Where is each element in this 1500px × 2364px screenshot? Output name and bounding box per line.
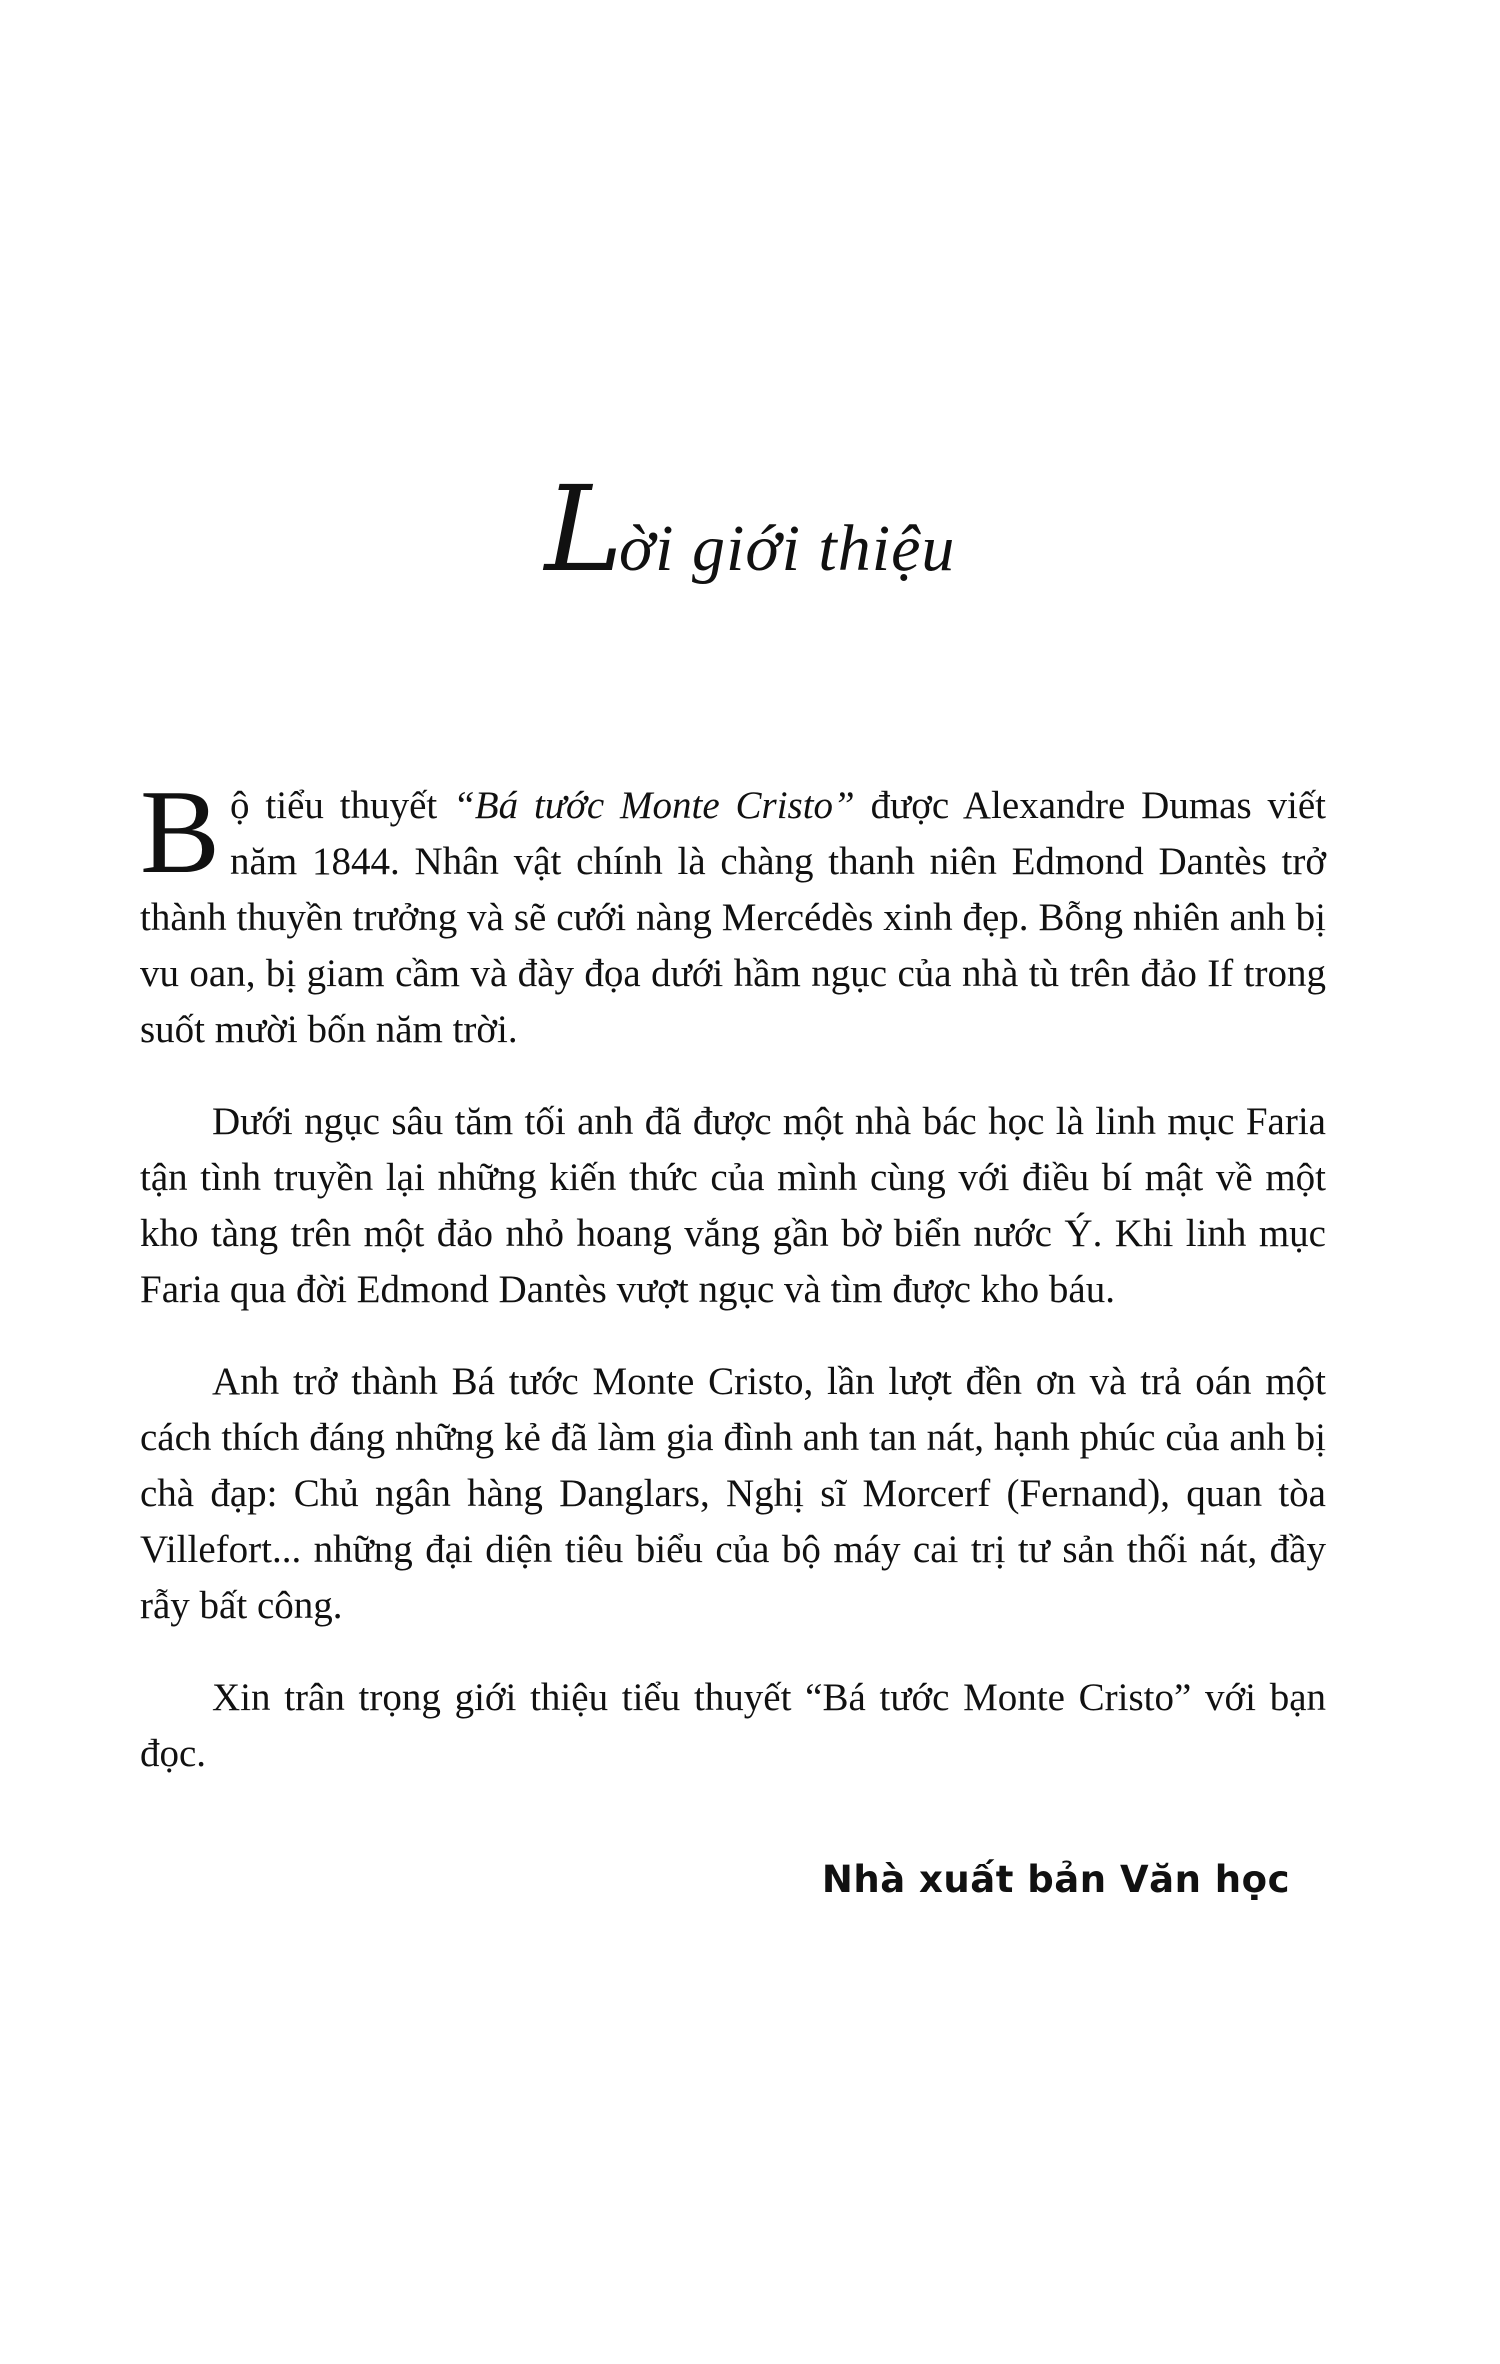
- paragraph-2: Dưới ngục sâu tăm tối anh đã được một nhà bác học là linh mục Faria tận tình truyền lại những kiến thức của mình cùng với điều bí mật về một kho tàng trên một đảo nhỏ hoang vắng gần bờ biển nước Ý. Khi linh mục Faria qua đời Edmond Dantès vượt ngục và tìm được kho báu.: [140, 1100, 1326, 1311]
- drop-cap: B: [140, 765, 221, 898]
- paragraph-1-text-start: ộ tiểu thuyết: [230, 784, 454, 827]
- introduction-body: [140, 765, 1326, 1782]
- paragraph-1: [140, 765, 1326, 1058]
- book-title-italic: “Bá tước Monte Cristo”: [453, 784, 855, 827]
- paragraph-4: Xin trân trọng giới thiệu tiểu thuyết “Bá tước Monte Cristo” với bạn đọc.: [140, 1676, 1326, 1775]
- page-title: [0, 460, 1500, 598]
- title-initial-letter: L: [544, 460, 619, 598]
- publisher-signature: Nhà xuất bản Văn học: [821, 1858, 1290, 1901]
- title-text: ời giới thiệu: [618, 512, 956, 585]
- paragraph-1-text-end: được Alexandre Dumas viết năm 1844. Nhân vật chính là chàng thanh niên Edmond Dantès trở thành thuyền trưởng và sẽ cưới nàng Mercédès xinh đẹp. Bỗng nhiên anh bị vu oan, bị giam cầm và đày đọa dưới hầm ngục của nhà tù trên đảo If trong suốt mười bốn năm trời.: [140, 784, 1326, 1051]
- paragraph-3: Anh trở thành Bá tước Monte Cristo, lần lượt đền ơn và trả oán một cách thích đáng những kẻ đã làm gia đình anh tan nát, hạnh phúc của anh bị chà đạp: Chủ ngân hàng Danglars, Nghị sĩ Morcerf (Fernand), quan tòa Villefort... những đại diện tiêu biểu của bộ máy cai trị tư sản thối nát, đầy rẫy bất công.: [140, 1360, 1326, 1627]
